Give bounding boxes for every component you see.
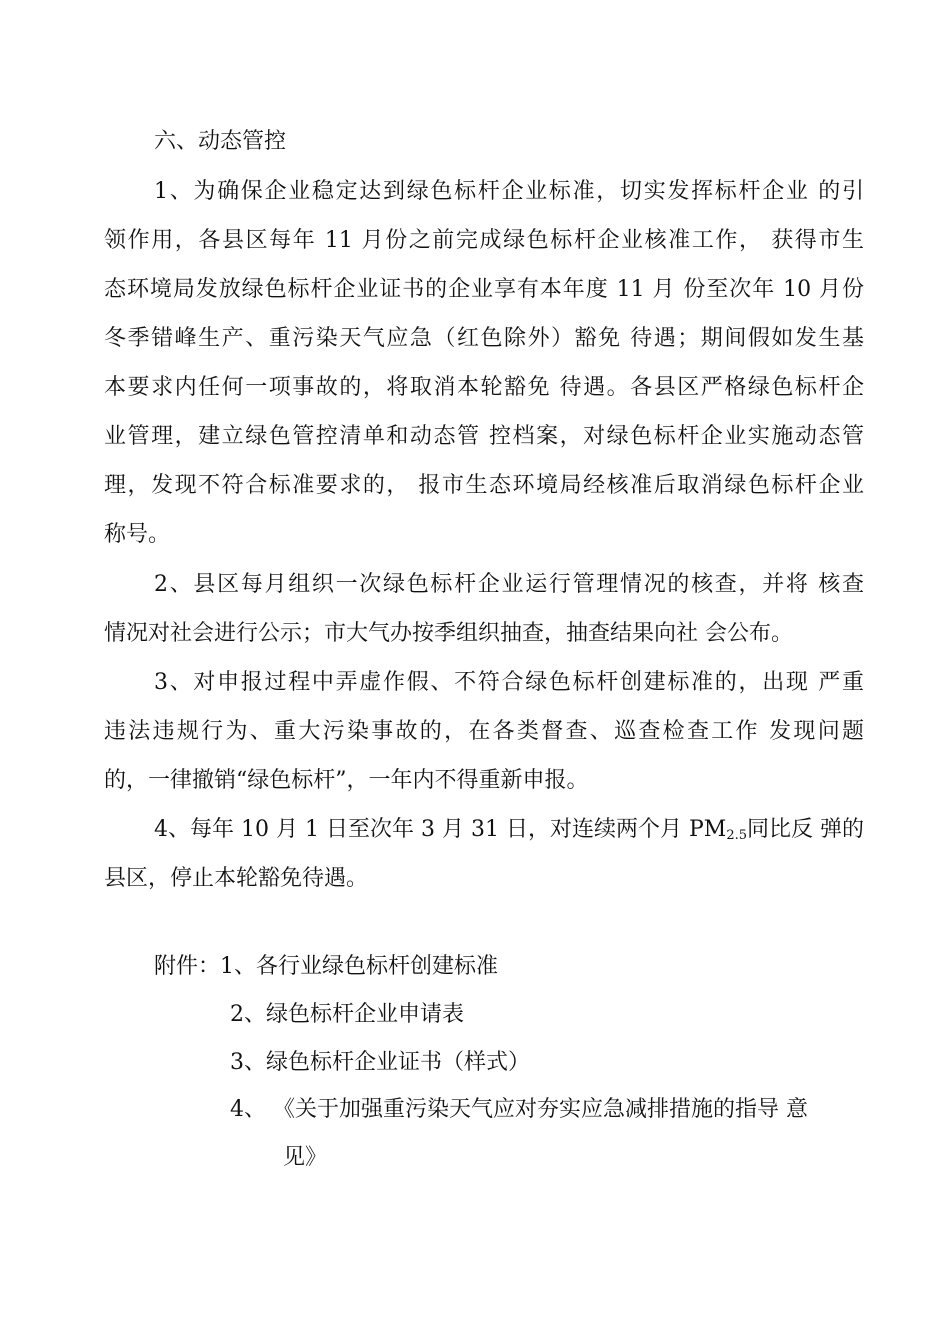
paragraph-1-line-5: 本要求内任何一项事故的，将取消本轮豁免 待遇。各县区严格绿色标杆企: [104, 375, 864, 400]
paragraph-3-line-3: 的，一律撤销“绿色标杆”，一年内不得重新申报。: [104, 768, 589, 793]
paragraph-4-text-after: 同比反 弹的: [747, 817, 865, 842]
paragraph-1-line-7: 理，发现不符合标准要求的， 报市生态环境局经核准后取消绿色标杆企业: [104, 473, 864, 498]
pm-subscript: 2.5: [726, 828, 747, 843]
attachment-3: 3、绿色标杆企业证书（样式）: [230, 1050, 530, 1075]
paragraph-1-line-8: 称号。: [104, 522, 171, 547]
paragraph-1-line-1: 1、为确保企业稳定达到绿色标杆企业标准，切实发挥标杆企业 的引: [154, 179, 864, 204]
paragraph-2-line-2: 情况对社会进行公示；市大气办按季组织抽查，抽查结果向社 会公布。: [104, 621, 793, 646]
paragraph-4-line-2: 县区，停止本轮豁免待遇。: [104, 866, 369, 891]
paragraph-1-line-2: 领作用，各县区每年 11 月份之前完成绿色标杆企业核准工作， 获得市生: [104, 228, 864, 253]
paragraph-3-line-2: 违法违规行为、重大污染事故的，在各类督查、巡查检查工作 发现问题: [104, 719, 864, 744]
attachment-4-line-1: 4、 《关于加强重污染天气应对夯实应急减排措施的指导 意: [230, 1097, 808, 1122]
paragraph-1-line-3: 态环境局发放绿色标杆企业证书的企业享有本年度 11 月 份至次年 10 月份: [104, 277, 864, 302]
paragraph-4-text-before: 4、每年 10 月 1 日至次年 3 月 31 日，对连续两个月 PM: [154, 817, 727, 842]
attachment-2: 2、绿色标杆企业申请表: [230, 1002, 464, 1027]
section-heading: 六、动态管控: [154, 129, 287, 154]
paragraph-1-line-4: 冬季错峰生产、重污染天气应急（红色除外）豁免 待遇；期间假如发生基: [104, 326, 864, 351]
paragraph-4-line-1: [154, 815, 864, 845]
paragraph-1-line-6: 业管理，建立绿色管控清单和动态管 控档案，对绿色标杆企业实施动态管: [104, 424, 864, 449]
attachment-1: 附件：1、各行业绿色标杆创建标准: [154, 954, 498, 979]
attachment-4-line-2: 见》: [283, 1145, 328, 1170]
paragraph-3-line-1: 3、对申报过程中弄虚作假、不符合绿色标杆创建标准的，出现 严重: [154, 670, 864, 695]
paragraph-2-line-1: 2、县区每月组织一次绿色标杆企业运行管理情况的核查，并将 核查: [154, 572, 864, 597]
